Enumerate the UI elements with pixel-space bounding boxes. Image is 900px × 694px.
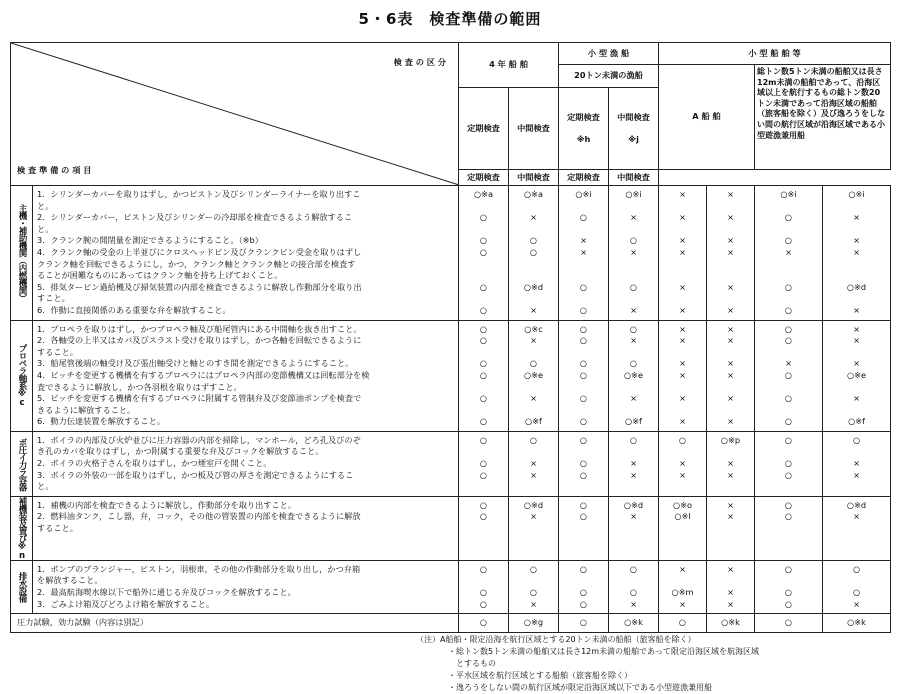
group-row (11, 496, 891, 560)
mark: × (630, 304, 637, 315)
mark: × (679, 212, 686, 223)
mark: ○ (629, 235, 638, 246)
mark: ○ (678, 434, 687, 445)
header-kogata-senpaku: 小 型 船 舶 等 (659, 43, 891, 65)
mark: ○ (459, 614, 509, 633)
mark: ○ (479, 335, 488, 346)
mark: × (853, 323, 860, 334)
item-text-line: 1．プロペラを取りはずし，かつプロペラ軸及び船尾管内にある中間軸を抜き出すこと。 (37, 323, 362, 334)
mark: × (727, 335, 734, 346)
mark: ○ (784, 587, 793, 598)
mark: ○※d (846, 499, 867, 510)
note-line: （注）A船舶・限定沿海を航行区域とする20トン未満の船舶（旅客船を除く） (416, 635, 696, 644)
mark: × (853, 511, 860, 522)
mark: × (727, 598, 734, 609)
mark: ○※o (672, 499, 692, 510)
mark: × (679, 246, 686, 257)
item-text-line: と。 (37, 481, 54, 492)
mark: × (679, 189, 686, 199)
mark: ○ (479, 416, 488, 427)
mark: × (785, 358, 792, 369)
mark: ○ (579, 323, 588, 334)
mark: × (853, 235, 860, 246)
mark: ○ (579, 335, 588, 346)
mark: ○ (479, 304, 488, 315)
mark: × (679, 469, 686, 480)
mark-column-cell (609, 431, 659, 496)
mark: × (727, 416, 734, 427)
header-chukan-gyosen (609, 88, 659, 170)
mark: ○※d (523, 281, 544, 292)
mark: × (630, 469, 637, 480)
item-text-line: すこと。 (37, 293, 70, 304)
mark-column-cell (509, 320, 559, 431)
mark: ○ (479, 469, 488, 480)
mark: ○ (529, 358, 538, 369)
mark-column-cell (659, 431, 707, 496)
header-chukan-gyosen-label: 中間検査 (617, 111, 650, 122)
mark: ○ (579, 598, 588, 609)
mark-column-cell (509, 560, 559, 613)
mark: ○ (479, 212, 488, 223)
mark: × (679, 598, 686, 609)
mark: ○※e (846, 369, 867, 380)
header-kubun: 検 査 の 区 分 (393, 57, 446, 67)
header-teiki-4nen: 定期検査 (459, 88, 509, 170)
pressure-test-row (11, 614, 891, 633)
mark-column-cell (609, 186, 659, 321)
mark: ○ (479, 235, 488, 246)
mark-column-cell (707, 431, 755, 496)
mark: ○※e (523, 369, 544, 380)
mark: ○ (784, 434, 793, 445)
mark: × (853, 246, 860, 257)
mark-column-cell (707, 320, 755, 431)
mark: ○※d (523, 499, 544, 510)
mark: ○ (784, 304, 793, 315)
mark: × (530, 511, 537, 522)
mark: × (727, 189, 734, 199)
mark: ○※a (523, 189, 544, 199)
item-text-line: 2．ボイラの火格子さんを取りはずし，かつ煙室戸を開くこと。 (37, 458, 272, 469)
mark: ○ (852, 563, 861, 574)
mark: × (679, 416, 686, 427)
header-teiki-a: 定期検査 (459, 170, 509, 186)
mark: ○ (784, 469, 793, 480)
mark: × (727, 469, 734, 480)
item-text-line: 5．ピッチを変更する機構を有するプロペラに附属する管制弁及び変節油ポンプを検査で (37, 393, 362, 404)
mark-column-cell (659, 560, 707, 613)
item-text-line: 6．作動に直接関係のある重要な弁を解放すること。 (37, 304, 231, 315)
mark: × (630, 598, 637, 609)
mark: × (727, 281, 734, 292)
mark: ○ (579, 563, 588, 574)
mark: ○ (529, 563, 538, 574)
mark: ○ (784, 212, 793, 223)
mark: ○ (479, 563, 488, 574)
mark: × (727, 304, 734, 315)
mark: × (580, 235, 587, 246)
mark: ○ (784, 235, 793, 246)
category-label: ボ圧イ力ラ容器 (17, 437, 27, 491)
mark: ○ (579, 511, 588, 522)
mark: ○ (479, 587, 488, 598)
note-line: ・総トン数5トン未満の船舶又は長さ12m未満の船舶であって限定沿海区域を航海区域 (416, 647, 759, 656)
mark: ○※g (509, 614, 559, 633)
items-cell (33, 186, 459, 321)
mark: ○ (579, 281, 588, 292)
mark-column-cell (459, 320, 509, 431)
mark: × (727, 499, 734, 510)
mark: ○ (784, 458, 793, 469)
items-cell (33, 320, 459, 431)
mark: × (580, 246, 587, 257)
mark: ○ (579, 358, 588, 369)
mark: ○ (579, 304, 588, 315)
mark: ○ (784, 416, 793, 427)
mark: ○※k (707, 614, 755, 633)
mark-column-cell (559, 431, 609, 496)
mark-column-cell (509, 496, 559, 560)
mark: ○ (784, 281, 793, 292)
table-title: 5・6表 検査準備の範囲 (358, 10, 542, 28)
item-text-line: 2．シリンダーカバー，ピストン及びシリンダーの冷却部を検査できるよう解放するこ (37, 212, 353, 223)
mark: ○ (784, 563, 793, 574)
item-text-line: と。 (37, 223, 54, 234)
header-mark-h: ※h (576, 133, 591, 144)
inspection-table (10, 42, 891, 633)
item-text-line: クランク軸を回転できるようにし，かつ，クランク軸とクランク軸との接合部を検査す (37, 258, 356, 269)
mark: × (727, 511, 734, 522)
mark-column-cell (707, 186, 755, 321)
mark-column-cell (609, 496, 659, 560)
mark-column-cell (559, 320, 609, 431)
item-text-line: き孔のカバを取りはずし，かつ附属する重要な弁及びコックを解放すること。 (37, 446, 324, 457)
mark: ○ (629, 281, 638, 292)
mark: × (530, 304, 537, 315)
item-text-line: 2．各軸受の上半又はカバ及びスラスト受けを取りはずし，かつ各軸を回転できるように (37, 335, 362, 346)
mark: ○ (784, 499, 793, 510)
mark-column-cell (659, 496, 707, 560)
mark: × (853, 358, 860, 369)
header-mark-j: ※j (628, 133, 639, 144)
mark: ○※i (575, 189, 592, 199)
header-b-desc: 総トン数5トン未満の船舶又は長さ12m未満の船舶であって、沿海区域以上を航行するもの総トン数20トン未満であって沿海区域の船舶（旅客船を除く）及び逸ろうをしない間の航行区域が沿海区域である小型遊漁兼用船 (755, 65, 891, 170)
mark: × (530, 393, 537, 404)
mark: ○ (629, 434, 638, 445)
mark: ○ (479, 499, 488, 510)
category-label: プロペラ軸系※c (17, 344, 27, 408)
mark-column-cell (755, 186, 823, 321)
mark: ○※a (473, 189, 494, 199)
mark: × (785, 246, 792, 257)
items-cell (33, 496, 459, 560)
item-text-line: 6．動力伝達装置を解放すること。 (37, 416, 166, 427)
mark: ○ (479, 246, 488, 257)
mark: × (679, 323, 686, 334)
mark: ○ (479, 458, 488, 469)
mark: × (727, 369, 734, 380)
mark-column-cell (459, 560, 509, 613)
mark-column-cell (559, 186, 609, 321)
mark: ○※c (524, 323, 543, 334)
mark: × (853, 335, 860, 346)
item-text-line: ることが困難なものにあってはクランク軸を持ち上げておくこと。 (37, 270, 283, 281)
mark: × (679, 393, 686, 404)
mark: × (630, 246, 637, 257)
mark: × (727, 235, 734, 246)
header-chukan-b: 中間検査 (609, 170, 659, 186)
mark: ○ (579, 416, 588, 427)
mark-column-cell (755, 320, 823, 431)
mark-column-cell (659, 320, 707, 431)
mark: × (530, 335, 537, 346)
mark: × (853, 458, 860, 469)
mark: × (630, 212, 637, 223)
mark: ○ (784, 598, 793, 609)
mark: ○ (579, 499, 588, 510)
mark: × (530, 212, 537, 223)
mark: ○※p (720, 434, 741, 445)
note-line: ・平水区域を航行区域とする船舶（旅客船を除く） (416, 671, 632, 680)
mark-column-cell (559, 560, 609, 613)
mark-column-cell (509, 431, 559, 496)
mark: ○ (479, 281, 488, 292)
mark: × (530, 598, 537, 609)
mark: ○ (755, 614, 823, 633)
item-text-line: きるように解放すること。 (37, 404, 136, 415)
mark: × (630, 335, 637, 346)
mark: ○ (579, 458, 588, 469)
item-text-line: 1．シリンダーカバーを取りはずし，かつピストン及びシリンダーライナーを取り出すこ (37, 189, 361, 199)
item-text-line: 査できるように解放し，かつ各羽根を取りはずすこと。 (37, 381, 242, 392)
item-text-line: 4．クランク軸の受金の上半並びにクロスヘッドピン及びクランクピン受金を取りはずし (37, 246, 362, 257)
item-text-line: を解放すること。 (37, 575, 103, 586)
header-4nen: 4 年 船 舶 (459, 43, 559, 88)
mark: ○ (784, 335, 793, 346)
mark: × (727, 358, 734, 369)
mark: ○※f (525, 416, 542, 427)
mark-column-cell (559, 496, 609, 560)
mark-column-cell (823, 496, 891, 560)
header-teiki-b: 定期検査 (559, 170, 609, 186)
mark: ○※i (780, 189, 797, 199)
diagonal-line (11, 43, 459, 185)
category-cell (11, 431, 33, 496)
notes (416, 634, 759, 694)
mark: ○ (529, 235, 538, 246)
mark: ○ (479, 358, 488, 369)
mark: × (679, 563, 686, 574)
mark-column-cell (659, 186, 707, 321)
mark: ○ (479, 323, 488, 334)
mark: ○ (784, 323, 793, 334)
category-cell (11, 496, 33, 560)
mark: ○※k (823, 614, 891, 633)
mark: ○※k (609, 614, 659, 633)
mark: × (727, 563, 734, 574)
mark-column-cell (823, 431, 891, 496)
mark: × (727, 246, 734, 257)
mark: × (630, 393, 637, 404)
mark-column-cell (509, 186, 559, 321)
mark: ○ (579, 369, 588, 380)
mark: ○ (579, 469, 588, 480)
group-row (11, 560, 891, 613)
item-text-line: 4．ピッチを変更する機構を有するプロペラにはプロペラ内部の変節機構又は回転部分を検 (37, 369, 370, 380)
mark: ○ (479, 369, 488, 380)
mark: ○※i (848, 189, 865, 199)
mark: × (853, 304, 860, 315)
item-text-line: 1．ボイラの内部及び火炉並びに圧力容器の内部を掃除し，マンホール，どろ孔及びのぞ (37, 434, 361, 445)
mark: × (853, 598, 860, 609)
item-text-line: すること。 (37, 523, 78, 534)
mark: × (530, 458, 537, 469)
mark: ○ (629, 587, 638, 598)
mark: × (679, 369, 686, 380)
item-text-line: 3．ボイラの外装の一部を取りはずし，かつ板及び管の厚さを測定できるようにするこ (37, 469, 354, 480)
mark: ○ (784, 369, 793, 380)
item-text-line: 3．ごみよけ箱及びどろよけ箱を解放すること。 (37, 598, 215, 609)
category-cell (11, 320, 33, 431)
header-gyosen-20: 20トン未満の漁船 (559, 65, 659, 88)
mark: × (679, 235, 686, 246)
mark: × (727, 323, 734, 334)
mark: × (630, 458, 637, 469)
mark: × (630, 511, 637, 522)
mark: ○ (852, 434, 861, 445)
item-text-line: 1．補機の内部を検査できるように解放し，作動部分を取り出すこと。 (37, 499, 297, 510)
mark: × (727, 212, 734, 223)
mark-column-cell (707, 496, 755, 560)
group-row (11, 431, 891, 496)
mark: × (727, 587, 734, 598)
mark-column-cell (755, 431, 823, 496)
mark: ○※f (848, 416, 865, 427)
item-text-line: 2．燃料油タンク，こし器，弁，コック，その他の管装置の内部を検査できるように解放 (37, 511, 361, 522)
mark: ○ (529, 434, 538, 445)
mark: ○※f (625, 416, 642, 427)
item-text-line: と。 (37, 200, 54, 211)
mark-column-cell (823, 320, 891, 431)
mark-column-cell (609, 320, 659, 431)
item-text-line: 5．排気ターピン過給機及び掃気装置の内部を検査できるように解放し作動部分を取り出 (37, 281, 362, 292)
item-text-line: すること。 (37, 346, 78, 357)
note-line: ・逸ろうをしない間の航行区域が限定沿海区域以下である小型遊漁兼用船 (416, 683, 712, 692)
category-label: 補機装及置び※n (17, 496, 27, 560)
mark: × (679, 358, 686, 369)
mark: ○※i (625, 189, 642, 199)
mark: ○ (559, 614, 609, 633)
mark: × (853, 393, 860, 404)
mark: × (530, 469, 537, 480)
mark: ○ (479, 393, 488, 404)
table-body (11, 186, 891, 633)
header-a-senpaku: A 船 舶 (659, 65, 755, 170)
mark: ○ (784, 393, 793, 404)
item-text-line: 1．ポンプのプランジャー，ピストン，羽根車，その他の作動部分を取り出し，かつ弁箱 (37, 563, 361, 574)
mark: × (727, 393, 734, 404)
mark: × (727, 458, 734, 469)
header-kogata-gyosen: 小 型 漁 船 (559, 43, 659, 65)
header-koumoku: 検 査 準 備 の 項 目 (17, 165, 92, 176)
mark: ○ (629, 358, 638, 369)
mark: × (679, 304, 686, 315)
mark: × (679, 335, 686, 346)
mark: ○※m (671, 587, 694, 598)
mark: ○ (479, 598, 488, 609)
mark-column-cell (459, 186, 509, 321)
mark-column-cell (707, 560, 755, 613)
mark: ○ (784, 511, 793, 522)
mark: ○ (479, 511, 488, 522)
pressure-test-label: 圧力試験，効力試験（内容は別記） (11, 614, 459, 633)
category-cell (11, 186, 33, 321)
category-label: 主機・補助機関（内燃機関） (17, 204, 27, 302)
mark-column-cell (823, 560, 891, 613)
mark: ○※e (623, 369, 644, 380)
mark: ○ (579, 434, 588, 445)
header-teiki-gyosen-label: 定期検査 (567, 111, 600, 122)
group-row (11, 320, 891, 431)
item-text-line: 3．船尾管後端の軸受け及び張出軸受けと軸とのすき間を測定できるようにすること。 (37, 358, 354, 369)
item-text-line: 2．最高航海喫水線以下で船外に通じる弁及びコックを解放すること。 (37, 587, 296, 598)
mark: ○ (579, 393, 588, 404)
header-chukan-4nen: 中間検査 (509, 88, 559, 170)
category-label: 排水設備 (17, 572, 27, 603)
mark: × (679, 458, 686, 469)
mark-column-cell (459, 431, 509, 496)
note-line: とするもの (416, 659, 496, 668)
header-teiki-gyosen (559, 88, 609, 170)
mark: ○※l (674, 511, 691, 522)
mark: ○ (629, 323, 638, 334)
mark: ○ (479, 434, 488, 445)
mark-column-cell (459, 496, 509, 560)
items-cell (33, 431, 459, 496)
mark: ○※d (623, 499, 644, 510)
mark-column-cell (609, 560, 659, 613)
mark: × (853, 212, 860, 223)
header-chukan-a: 中間検査 (509, 170, 559, 186)
mark: ○ (852, 587, 861, 598)
mark: ○ (659, 614, 707, 633)
mark: ○※d (846, 281, 867, 292)
mark-column-cell (755, 560, 823, 613)
item-text-line: 3．クランク腕の開閉量を測定できるようにすること。（※b） (37, 235, 263, 246)
mark: × (853, 469, 860, 480)
header-diagonal-cell (11, 43, 459, 186)
mark: × (679, 281, 686, 292)
mark: ○ (529, 587, 538, 598)
items-cell (33, 560, 459, 613)
mark-column-cell (755, 496, 823, 560)
mark: ○ (529, 246, 538, 257)
mark: ○ (579, 212, 588, 223)
mark: ○ (579, 587, 588, 598)
group-row (11, 186, 891, 321)
category-cell (11, 560, 33, 613)
mark: ○ (629, 563, 638, 574)
mark-column-cell (823, 186, 891, 321)
